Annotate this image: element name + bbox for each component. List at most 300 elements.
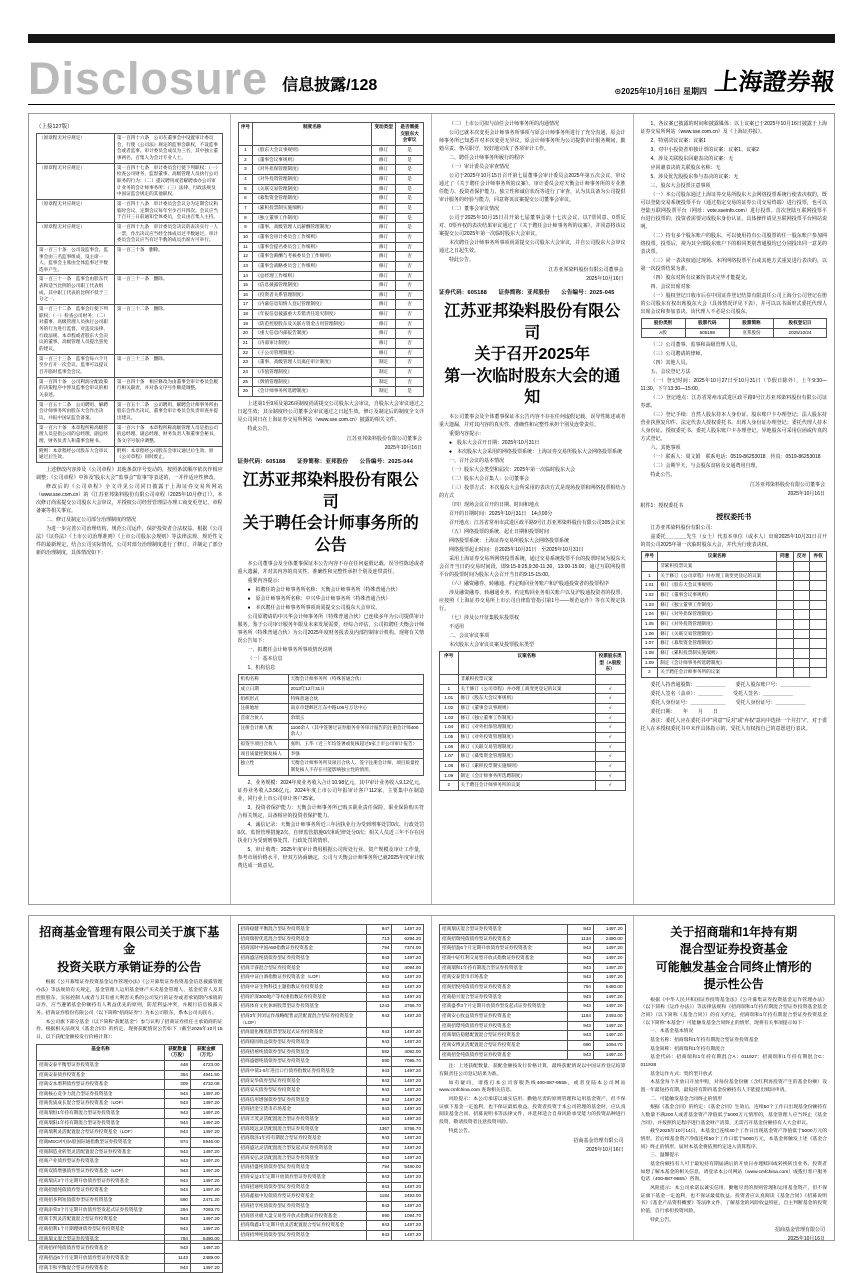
table-row (37, 423, 223, 446)
fund-name: 招商招盛纯债债券型证券投资基金 (238, 1163, 366, 1173)
header-right (614, 62, 835, 97)
paragraph: 基金代码：招商瑞和1年持有期混合A：011927；招商瑞和1年持有期混合C：011928 (640, 1055, 827, 1068)
fund-name: 招商核心竞争力混合型证券投资基金 (37, 1089, 165, 1099)
table-row (37, 275, 223, 305)
paragraph: （二）股东大会召集人：公司董事会 (449, 475, 530, 482)
item-name: 修订《累积投票制实施细则》 (658, 648, 777, 658)
paragraph: 网络投票系统：上海证券交易所股东大会网络投票系统 (449, 537, 570, 544)
column-2-body-text (238, 613, 425, 672)
header-divider (28, 104, 835, 105)
allocated-quantity: 943 (165, 1157, 191, 1167)
table-row (37, 1138, 223, 1148)
needs-shareholder-approval: 否 (396, 261, 424, 271)
tips-label: 重要内容提示： (247, 578, 283, 585)
allocated-quantity: 794 (568, 982, 594, 992)
allocated-amount: 1497.20 (190, 1244, 222, 1254)
key-bullets (238, 586, 425, 612)
table-row (238, 319, 424, 329)
allocated-amount: 1497.20 (593, 944, 625, 954)
allocated-quantity: 943 (568, 973, 594, 983)
paragraph: 四、会议出席对象 (650, 284, 691, 290)
paragraph: 2、业务规模：2024年度业务收入合计10.98亿元，其中审计业务收入9.12亿元，证券业务收入3.56亿元。2024年度上市公司年报审计客户112家，主要集中在制造业，同行业上市公司审计客户25家。 (237, 779, 424, 802)
item-name: 修订《对外投资管理制度》 (658, 619, 777, 629)
signature-company: 江苏亚邦染料股份有限公司董事会 (346, 436, 422, 443)
item-number: 1.01 (641, 581, 658, 591)
allocated-amount: 1497.20 (190, 1225, 222, 1235)
rule-name: 《内部审计制度》 (253, 339, 372, 349)
paragraph: （六）融资融券、转融通、约定购回业务账户和沪股通投资者的投票程序 (449, 580, 610, 587)
paragraph: 为进一步完善公司治理结构，规范公司运作，保护投资者合法权益，根据《公司法》《证券法》《上市公司治理准则》《上市公司股东会规则》等法律法规、规范性文件的最新规定，结合公司实际情况，公司对部分治理制度进行了修订，并制定了部分新的治理制度，具体情况如下： (36, 525, 223, 556)
allocated-quantity: 943 (165, 1176, 191, 1186)
disclaimer-text (439, 413, 626, 438)
allocated-quantity: 943 (165, 1244, 191, 1254)
item-number: 1.04 (641, 610, 658, 620)
allocated-amount: 1497.20 (392, 1144, 424, 1154)
column-header: 制度名称 (253, 123, 372, 146)
row-number: 1 (238, 145, 253, 155)
paragraph: 基金份额持有人可于最短持有期届满后的开放日办理赎回或转换转出业务。投资者如想了解本基金的相关信息，请登录本公司网站（www.cmfchina.com）或拨打客户服务电话（400-887-9555）咨询。 (640, 1162, 827, 1183)
allocated-amount: 4092.00 (392, 1047, 424, 1057)
allocated-quantity: 943 (366, 1086, 392, 1096)
allocated-amount: 1497.20 (392, 1011, 424, 1027)
fund-name: 招商稳固收益债券型证券投资基金 (238, 1037, 366, 1047)
table-row (440, 674, 626, 684)
table-row (238, 1124, 424, 1134)
table-row (440, 771, 626, 781)
needs-shareholder-approval: 否 (396, 242, 424, 252)
item-name: 修订《董事会议事规则》 (658, 590, 777, 600)
top-black-bar (28, 34, 835, 43)
paragraph: （二）董事会审议情况 (449, 206, 500, 212)
column-3-body-text (439, 120, 626, 255)
upper-announcements-block (28, 113, 835, 905)
rule-name: 《关联交易管理制度》 (253, 184, 372, 194)
item-name: 关于聘任会计师事务所的议案 (458, 781, 595, 791)
table-row (440, 713, 626, 723)
table-row (440, 982, 626, 992)
fund-name: 招商瑞庆3个月定期开放债券型证券投资基金 (37, 1176, 165, 1186)
fund-name: 招商招旭纯债债券型证券投资基金 (37, 1186, 165, 1196)
table-row (238, 1105, 424, 1115)
fund-name: 招商瑞信稳健配置混合型证券投资基金 (440, 1031, 568, 1041)
rule-name: 《募集资金管理制度》 (253, 194, 372, 204)
title-line: 投资关联方承销证券的公告 (57, 959, 202, 974)
fund-name: 招商创业板大盘交易型开放式指数证券投资基金 (238, 1211, 366, 1221)
allocated-quantity: 943 (366, 1115, 392, 1125)
allocated-quantity: 943 (165, 1225, 191, 1235)
item-name: 修订《募集资金管理制度》 (658, 639, 777, 649)
change-type: 制定 (372, 358, 396, 368)
table-row (440, 953, 626, 963)
column-4-body-text-2 (641, 341, 828, 470)
fund-name: 招商双债增强债券型证券投资基金（LOF） (37, 1167, 165, 1177)
paragraph: 5、审计收费：2025年度审计费用根据公司所处行业、资产规模及审计工作量，参考市场价格水平，经双方协商确定。公司与天衡会计师事务所已就2025年度审计收费达成一致意见。 (237, 846, 424, 869)
bullet-item: ● 本次股东大会采用的网络投票系统：上海证券交易所股东大会网络投票系统 (449, 448, 623, 455)
item-number: 2 (641, 668, 658, 678)
table-row (37, 1070, 223, 1080)
item-name: 修订《累积投票制实施细则》 (458, 761, 595, 771)
bylaw-after-cell: 第一百四十七条 审计委员会行使下列职权：（一）检查公司财务，监督董事、高级管理人员执行公司职务的行为；（二）提议聘用或者解聘承办公司审计业务的会计师事务所；（三）法律、行政法规及中国证监会规定的其他职权。 (114, 163, 222, 199)
allocated-quantity: 943 (568, 963, 594, 973)
change-type: 修订 (372, 261, 396, 271)
abstain-cell (810, 658, 827, 668)
meeting-details-text (439, 457, 626, 649)
allocated-quantity: 943 (366, 982, 392, 992)
row-number: 18 (238, 310, 253, 320)
info-label: 首席合伙人 (238, 714, 288, 724)
fund-name: 招商瑞阳1年持有期混合型证券投资基金 (37, 1118, 165, 1128)
rule-name: 《会计师事务所选聘制度》 (253, 387, 372, 397)
bylaw-before-cell: （原章程无对应规定） (37, 199, 115, 222)
item-number: 1.05 (440, 732, 459, 742)
allocated-amount: 1497.20 (392, 1173, 424, 1183)
table-row (37, 1176, 223, 1186)
allocated-quantity: 794 (165, 1234, 191, 1244)
table-row (641, 571, 827, 581)
agree-cell (776, 561, 793, 571)
change-type: 修订 (372, 242, 396, 252)
table-row (238, 194, 424, 204)
table-row (238, 1086, 424, 1096)
row-number: 19 (238, 319, 253, 329)
table-row (238, 1173, 424, 1183)
allocated-amount: 1497.20 (593, 992, 625, 1002)
rule-name: 《董事会战略委员会工作细则》 (253, 261, 372, 271)
allocated-quantity: 943 (366, 1134, 392, 1144)
row-number: 8 (238, 213, 253, 223)
agree-cell (776, 639, 793, 649)
paragraph: 如有疑问，请拨打本公司客服热线400-887-9555，或者登陆本公司网站 www.cmfchina.com 查询相关信息。 (439, 1080, 626, 1094)
item-number (440, 674, 459, 684)
allocated-quantity: 943 (165, 1186, 191, 1196)
row-number: 21 (238, 339, 253, 349)
table-row (238, 184, 424, 194)
fund-name: 招商稳健平衡混合型证券投资基金 (238, 925, 366, 935)
table-row (641, 600, 827, 610)
paragraph: 公司已就本次变更会计师事务所事项与原会计师事务所进行了充分沟通，原会计师事务所已知悉并对本次变更无异议。原会计师事务所为公司提供审计服务期间，勤勉尽责、恪尽职守，较好地完成了各项审计工作。 (439, 130, 626, 152)
page-header (28, 47, 837, 105)
abstain-cell (810, 581, 827, 591)
change-type: 制定 (372, 368, 396, 378)
fund-name: 招商盛洁纯债债券型证券投资基金 (238, 953, 366, 963)
paragraph: 修改后的《公司章程》全文详见公司同日披露于上海证券交易所网站（www.sse.com.cn）的《江苏亚邦染料股份有限公司章程（2025年10月修订）》。本次修订尚需提交公司股东大会审议，并授权公司经营管理层办理工商变更登记、章程备案等相关事宜。 (36, 483, 223, 514)
allocated-amount: 2489.00 (190, 1253, 222, 1263)
item-name: 修订《对外担保管理制度》 (458, 723, 595, 733)
vote-check: √ (595, 752, 625, 762)
table-row (238, 358, 424, 368)
row-number: 13 (238, 261, 253, 271)
allocated-quantity: 943 (366, 1028, 392, 1038)
allocated-quantity: 943 (366, 1202, 392, 1212)
allocated-amount: 5480.00 (392, 1163, 424, 1173)
allocated-quantity: 943 (165, 1128, 191, 1138)
fund-name: 招商招悦纯债债券型证券投资基金 (440, 982, 568, 992)
masthead-logo: 上海證券報 (713, 67, 837, 96)
table-row (238, 714, 424, 724)
vote-check: √ (595, 781, 625, 791)
against-cell (793, 658, 810, 668)
fund-announcement-closing-text (439, 1063, 626, 1135)
row-number: 10 (238, 232, 253, 242)
column-header: 序号 (440, 651, 459, 674)
needs-shareholder-approval: 否 (396, 329, 424, 339)
against-cell (793, 571, 810, 581)
fund-name: 招商安本增利债券型证券投资基金 (37, 1080, 165, 1090)
table-row (37, 1215, 223, 1225)
table-row (37, 1089, 223, 1099)
info-label: 组织形式 (238, 694, 288, 704)
fund-announcement-col-a (29, 916, 230, 1270)
issue-date: ⊙2025年10月16日 星期四 (614, 87, 707, 96)
table-row (238, 704, 424, 714)
info-value: 张明、王华（近三年均签署或复核超过5家上市公司审计报告） (288, 740, 423, 750)
item-number: 1.04 (440, 723, 459, 733)
table-row (37, 245, 223, 275)
paragraph: （一）登记时间：2025年10月27日至10月31日（节假日除外），上午9:30—11:30，下午13:30—15:00。 (640, 378, 827, 393)
allocated-quantity: 943 (366, 1221, 392, 1231)
signature-company: 江苏亚邦染料股份有限公司董事会 (749, 482, 825, 489)
item-number: 1 (440, 684, 459, 694)
table-row (238, 694, 424, 704)
fund-name: 招商稳兴混合型证券投资基金 (440, 992, 568, 1002)
allocated-quantity: 943 (568, 953, 594, 963)
table-row (238, 1231, 424, 1241)
table-row (641, 590, 827, 600)
allocated-amount: 1497.20 (392, 1182, 424, 1192)
allocated-amount: 5766.70 (392, 1124, 424, 1134)
table-row (37, 1196, 223, 1206)
fund-name: 招商盛达灵活配置混合型发起式证券投资基金 (238, 1144, 366, 1154)
vote-check: √ (595, 723, 625, 733)
fund-table-col-c (431, 916, 633, 1240)
agree-cell (776, 658, 793, 668)
allocated-quantity: 294 (165, 1205, 191, 1215)
column-header: 序号 (641, 552, 658, 562)
proxy-voting-table (641, 551, 828, 678)
fund-name: 招商制造业转型灵活配置混合型证券投资基金 (37, 1147, 165, 1157)
allocated-amount: 1497.20 (190, 1128, 222, 1138)
against-cell (793, 581, 810, 591)
table-row (238, 1076, 424, 1086)
table-row (238, 165, 424, 175)
against-cell (793, 600, 810, 610)
table-row (37, 1225, 223, 1235)
allocated-amount: 4732.08 (190, 1080, 222, 1090)
agree-cell (776, 571, 793, 581)
closing-text (641, 1217, 828, 1225)
paragraph: 六、其他事项 (650, 445, 681, 452)
column-header: 投票股东类型（A股股东） (595, 651, 625, 674)
fund-name: 招商安心收益债券型证券投资基金 (440, 1011, 568, 1021)
agree-cell (776, 629, 793, 639)
fund-name: 招商丰和平衡混合型证券投资基金 (37, 1263, 165, 1273)
rule-name: 《子公司管理制度》 (253, 348, 372, 358)
item-name: 关于修订《公司章程》并办理工商变更登记的议案 (658, 571, 777, 581)
note-paragraph: 上述第1至9项及第26项制度尚需提交公司股东大会审议，自股东大会审议通过之日起生效；其余制度经公司董事会审议通过之日起生效。修订及制定后的制度全文详见公司同日在上海证券交易所网站（www.sse.com.cn）披露的相关文件。 (237, 401, 424, 424)
fund-termination-announcement (633, 916, 835, 1243)
fund-name: 招商招益6个月定期开放债券型证券投资基金 (37, 1253, 165, 1263)
against-cell (793, 561, 810, 571)
paragraph: 1、各议案已披露的时间和披露媒体：以上议案已于2025年10月16日披露于上海证券交易所网站（www.sse.com.cn）及《上海证券报》。 (640, 121, 827, 135)
allocated-funds-table-c (439, 924, 626, 1060)
allocated-amount: 2493.00 (593, 1011, 625, 1021)
allocated-quantity: 943 (568, 992, 594, 1002)
table-row (37, 134, 223, 164)
allocated-quantity: 947 (366, 925, 392, 935)
against-cell (793, 629, 810, 639)
table-row (440, 1011, 626, 1021)
fund-name: 招商招坤纯债债券型证券投资基金 (238, 1231, 366, 1241)
signature-date: 2025年10月16日 (586, 276, 624, 282)
needs-shareholder-approval: 是 (396, 155, 424, 165)
table-row (238, 925, 424, 935)
fund-name: 招商产业债券型证券投资基金 (37, 1157, 165, 1167)
table-row (238, 387, 424, 397)
table-row (37, 222, 223, 245)
allocated-quantity: 1134 (568, 934, 594, 944)
paragraph: （二）登记地点：江苏省常州市武进区政平路9号江苏亚邦染料股份有限公司证券部。 (640, 395, 827, 410)
closing-line: 特此公告。 (449, 257, 475, 263)
abstain-cell (810, 629, 827, 639)
needs-shareholder-approval: 否 (396, 358, 424, 368)
paragraph: 特此公告。 (448, 1128, 473, 1134)
allocated-amount: 1497.20 (392, 1037, 424, 1047)
proxy-form-title: 授权委托书 (716, 514, 752, 522)
fund-name: 招商中证生物科技主题指数证券投资基金 (238, 982, 366, 992)
allocated-amount: 3766.70 (392, 1002, 424, 1012)
fund-name: 招商安庆债券型证券投资基金 (238, 1086, 366, 1096)
agree-cell (776, 581, 793, 591)
allocated-amount: 1497.20 (392, 1231, 424, 1241)
table-row (37, 400, 223, 423)
info-value: 2013年12月31日 (288, 685, 423, 695)
fund-name: 招商招瑞纯债债券型证券投资基金 (440, 934, 568, 944)
fund-name: 招商盛季3个月定期开放债券型发起式证券投资基金 (440, 1002, 568, 1012)
paragraph: （三）公司聘请的律师。 (650, 351, 706, 358)
needs-shareholder-approval: 是 (396, 145, 424, 155)
allocated-amount: 4723.00 (190, 1060, 222, 1070)
allocated-amount: 1497.20 (392, 1095, 424, 1105)
needs-shareholder-approval: 是 (396, 213, 424, 223)
paragraph: 二、修订及制定公司部分治理制度的情况 (46, 516, 137, 523)
allocated-quantity: 309 (165, 1080, 191, 1090)
allocated-funds-table-b (238, 924, 425, 1241)
rule-name: 《股东大会议事规则》 (253, 145, 372, 155)
audit-firm-info-table (238, 674, 425, 775)
table-row (37, 1167, 223, 1177)
allocated-amount: 1497.20 (593, 1002, 625, 1012)
allocated-quantity: 1184 (366, 1192, 392, 1202)
allocated-quantity: 943 (366, 1011, 392, 1027)
allocated-quantity: 943 (366, 953, 392, 963)
paragraph: （一）本公司股东通过上海证券交易所股东大会网络投票系统行使表决权的，既可以登陆交易系统投票平台（通过指定交易的证券公司交易终端）进行投票，也可以登陆互联网投票平台（网址：vote.sseinfo.com）进行投票。首次登陆互联网投票平台进行投票的，投资者需要完成股东身份认证。具体操作请见互联网投票平台网站说明。 (640, 192, 827, 230)
vote-check: √ (595, 742, 625, 752)
paragraph: 3、投资者保护能力：天衡会计师事务所已购买职业责任保险，职业保险购买符合相关规定，具备相应的投资者保护能力。 (237, 804, 424, 819)
table-row (37, 305, 223, 355)
table-row (238, 973, 424, 983)
allocated-amount: 1497.20 (593, 1021, 625, 1031)
paragraph: 本公司旗下部分基金（以下简称“获配基金”）参与认购了招商证券担任主承销商的证券。根据相关法规及《基金合同》的约定，现将获配情况公告如下（截至2025年10月15日，以下获配金额按发行价格计算）： (36, 1019, 223, 1040)
fund-name: 招商招璟纯债债券型证券投资基金 (440, 1021, 568, 1031)
needs-shareholder-approval: 否 (396, 290, 424, 300)
paragraph: 2、特别决议议案：议案1 (650, 138, 707, 144)
closing-text (439, 256, 626, 264)
item-number: 1.02 (641, 590, 658, 600)
paragraph: 基金名称：招商瑞和1年持有期混合型证券投资基金 (650, 1037, 759, 1043)
allocated-amount: 1497.20 (190, 1118, 222, 1128)
paragraph: （三）登记手续：自然人股东持本人身份证、股东账户卡办理登记；法人股东持营业执照复印件、法定代表人授权委托书、出席人身份证办理登记；委托代理人持本人身份证、授权委托书、委托人股东账户卡办理登记。异地股东可采用信函或传真的方式登记。 (640, 412, 827, 443)
paragraph: 备注：委托人应在委托书中“同意”“反对”或“弃权”意向中选择一个并打“√”，对于委托人在本授权委托书中未作具体指示的，受托人有权按自己的意愿进行表决。 (640, 717, 827, 732)
paragraph: 一、召开会议的基本情况 (449, 457, 505, 464)
allocated-amount: 1497.20 (190, 1176, 222, 1186)
rule-name: 《投资者关系管理制度》 (253, 290, 372, 300)
stock-name: 亚邦股份 (729, 328, 773, 338)
row-number: 26 (238, 387, 253, 397)
title-line: 关于招商瑞和1年持有期 (670, 925, 798, 939)
fund-name: 招商优质成长混合型证券投资基金（LOF） (37, 1099, 165, 1109)
change-type: 修订 (372, 300, 396, 310)
bylaw-after-cell: 第一百六十条 本章程所称高级管理人员是指公司的总经理、副总经理、财务负责人和董事会秘书。条文序号依序调整。 (114, 423, 222, 446)
signature-block (641, 1226, 826, 1244)
bylaw-after-cell: 第一百三十一条 删除。 (114, 275, 222, 305)
info-label: 成立日期 (238, 685, 288, 695)
abstain-cell (810, 668, 827, 678)
signature-company: 江苏亚邦染料股份有限公司董事会 (548, 267, 624, 273)
abstain-cell (810, 619, 827, 629)
signature-block (238, 435, 423, 453)
announcement-045-title (439, 301, 626, 409)
bylaw-after-cell: 第一百三十三条 删除。 (114, 354, 222, 377)
abstain-cell (810, 610, 827, 620)
allocated-quantity: 1243 (366, 1002, 392, 1012)
closing-line: 特此公告。 (650, 472, 676, 479)
rule-name: 《董事会议事规则》 (253, 155, 372, 165)
table-row (37, 1263, 223, 1273)
vote-check: √ (595, 771, 625, 781)
allocated-amount: 7093.70 (190, 1205, 222, 1215)
table-row (641, 648, 827, 658)
bylaw-after-cell: 第一百三十条 删除。 (114, 245, 222, 275)
table-row (440, 1031, 626, 1041)
fund-name: 招商安博灵活配置混合型证券投资基金 (440, 1040, 568, 1050)
allocated-amount: 1497.20 (392, 1202, 424, 1212)
table-row (238, 290, 424, 300)
agree-cell (776, 600, 793, 610)
table-row (238, 685, 424, 695)
continued-from-label: （上接127版） (36, 124, 73, 130)
change-type: 修订 (372, 319, 396, 329)
table-row (238, 1211, 424, 1221)
column-header: 序号 (238, 123, 253, 146)
table-row (37, 377, 223, 400)
allocated-amount: 1497.20 (392, 992, 424, 1002)
info-label: 独立性 (238, 759, 288, 775)
table-row (440, 963, 626, 973)
row-number: 2 (238, 155, 253, 165)
paragraph: 公司于2025年10月15日召开第七届董事会第十七次会议，以7票同意、0票反对、0票弃权的表决结果审议通过了《关于聘任会计师事务所的议案》，并同意将该议案提交公司2025年第一次临时股东大会审议。 (439, 215, 626, 237)
table-row (238, 1047, 424, 1057)
allocated-quantity: 943 (366, 992, 392, 1002)
title-line: 江苏亚邦染料股份有限公司 (242, 472, 419, 511)
item-name: 非累积投票议案 (658, 561, 777, 571)
table-row (440, 761, 626, 771)
fund-name: 招商MSCI中国A股国际通指数型证券投资基金 (37, 1138, 165, 1148)
table-row (440, 781, 626, 791)
table-row (238, 1095, 424, 1105)
change-type: 修订 (372, 184, 396, 194)
table-row (37, 1060, 223, 1070)
fund-name: 招商瑞庆混合型证券投资基金 (440, 925, 568, 935)
